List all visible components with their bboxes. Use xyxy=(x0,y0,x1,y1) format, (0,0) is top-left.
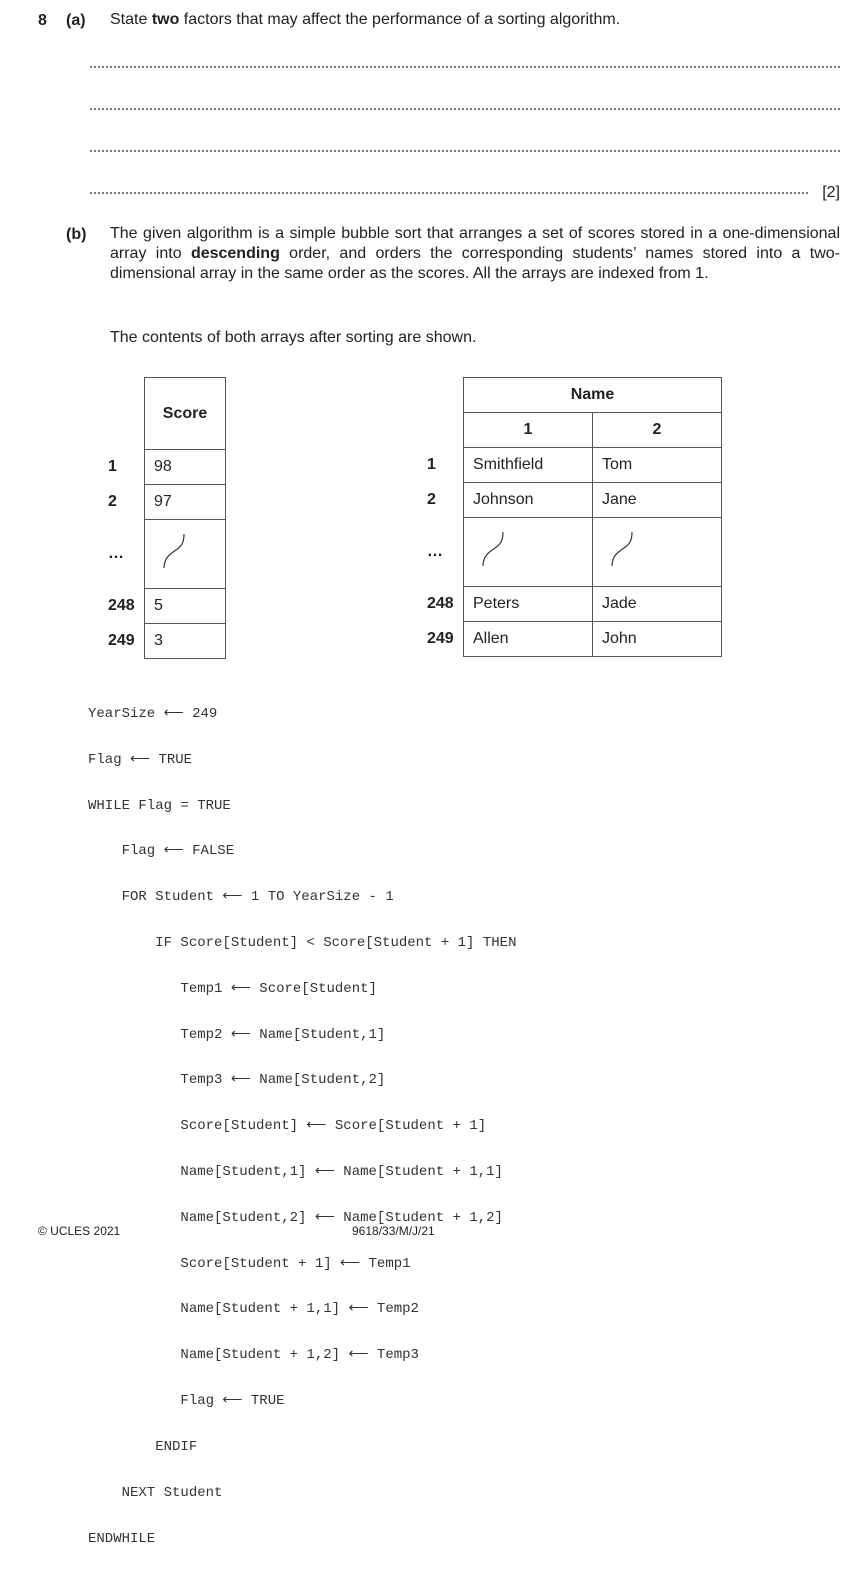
score-row-index: 2 xyxy=(108,493,117,510)
score-break-cell xyxy=(145,520,226,589)
code-line: FOR Student ⟵ 1 TO YearSize - 1 xyxy=(88,889,394,906)
score-table xyxy=(108,377,226,659)
code-line: Name[Student + 1,1] ⟵ Temp2 xyxy=(88,1301,419,1318)
break-squiggle-icon xyxy=(473,530,513,570)
part-b-line2: The contents of both arrays after sorting are shown. xyxy=(110,329,477,346)
code-line: Flag ⟵ TRUE xyxy=(88,751,193,768)
name-header: Name xyxy=(464,378,722,413)
name-cell: Tom xyxy=(593,448,722,483)
pseudocode-block xyxy=(88,680,516,1573)
name-cell: Allen xyxy=(464,622,593,657)
code-line: Score[Student + 1] ⟵ Temp1 xyxy=(88,1255,411,1272)
name-col-2: 2 xyxy=(593,413,722,448)
name-cell: Jade xyxy=(593,587,722,622)
break-squiggle-icon xyxy=(154,532,194,572)
name-row-index: 248 xyxy=(427,595,454,612)
score-cell: 97 xyxy=(145,485,226,520)
footer-code: 9618/33/M/J/21 xyxy=(352,1224,435,1238)
score-cell: 3 xyxy=(145,624,226,659)
code-line: ENDWHILE xyxy=(88,1530,156,1547)
name-cell: Peters xyxy=(464,587,593,622)
name-break-cell xyxy=(464,518,593,587)
code-line: Name[Student + 1,2] ⟵ Temp3 xyxy=(88,1347,419,1364)
question-number: 8 xyxy=(38,12,47,29)
name-cell: Smithfield xyxy=(464,448,593,483)
part-a-text: State two factors that may affect the performance of a sorting algorithm. xyxy=(110,11,621,28)
name-row-index: 2 xyxy=(427,491,436,508)
break-squiggle-icon xyxy=(602,530,642,570)
footer-copyright: © UCLES 2021 xyxy=(38,1224,121,1238)
code-line: WHILE Flag = TRUE xyxy=(88,797,231,814)
code-line: IF Score[Student] < Score[Student + 1] THEN xyxy=(88,934,517,951)
name-row-index: 249 xyxy=(427,630,454,647)
part-b-label: (b) xyxy=(66,226,87,243)
answer-line-4[interactable] xyxy=(90,190,808,194)
part-b-text: The given algorithm is a simple bubble sort that arranges a set of scores stored in a one-dimensional array into descending order, and orders the corresponding students’ names stored into a two-dimensional array in the same order as the scores. All the arrays are indexed from 1. xyxy=(110,225,841,282)
name-col-1: 1 xyxy=(464,413,593,448)
code-line: Flag ⟵ TRUE xyxy=(88,1393,285,1410)
code-line: Temp1 ⟵ Score[Student] xyxy=(88,980,377,997)
score-row-index: 1 xyxy=(108,458,117,475)
marks-a: [2] xyxy=(822,184,840,201)
code-line: ENDIF xyxy=(88,1438,198,1455)
score-cell: 5 xyxy=(145,589,226,624)
name-row-index: 1 xyxy=(427,456,436,473)
answer-line-1[interactable] xyxy=(90,64,840,68)
name-cell: Jane xyxy=(593,483,722,518)
name-cell: John xyxy=(593,622,722,657)
answer-line-2[interactable] xyxy=(90,106,840,110)
code-line: Temp3 ⟵ Name[Student,2] xyxy=(88,1072,386,1089)
score-row-index: 248 xyxy=(108,597,135,614)
score-row-index: 249 xyxy=(108,632,135,649)
code-line: Name[Student,1] ⟵ Name[Student + 1,1] xyxy=(88,1164,503,1181)
score-cell: 98 xyxy=(145,450,226,485)
score-row-ellipsis: … xyxy=(108,545,124,562)
part-a-label: (a) xyxy=(66,12,86,29)
name-row-ellipsis: … xyxy=(427,543,443,560)
answer-line-3[interactable] xyxy=(90,148,840,152)
name-cell: Johnson xyxy=(464,483,593,518)
code-line: YearSize ⟵ 249 xyxy=(88,705,218,722)
code-line: Score[Student] ⟵ Score[Student + 1] xyxy=(88,1118,487,1135)
name-break-cell xyxy=(593,518,722,587)
code-line: Temp2 ⟵ Name[Student,1] xyxy=(88,1026,386,1043)
code-line: Flag ⟵ FALSE xyxy=(88,843,235,860)
code-line: NEXT Student xyxy=(88,1484,223,1501)
code-line: Name[Student,2] ⟵ Name[Student + 1,2] xyxy=(88,1209,503,1226)
name-table xyxy=(427,377,722,657)
score-header: Score xyxy=(145,378,226,450)
